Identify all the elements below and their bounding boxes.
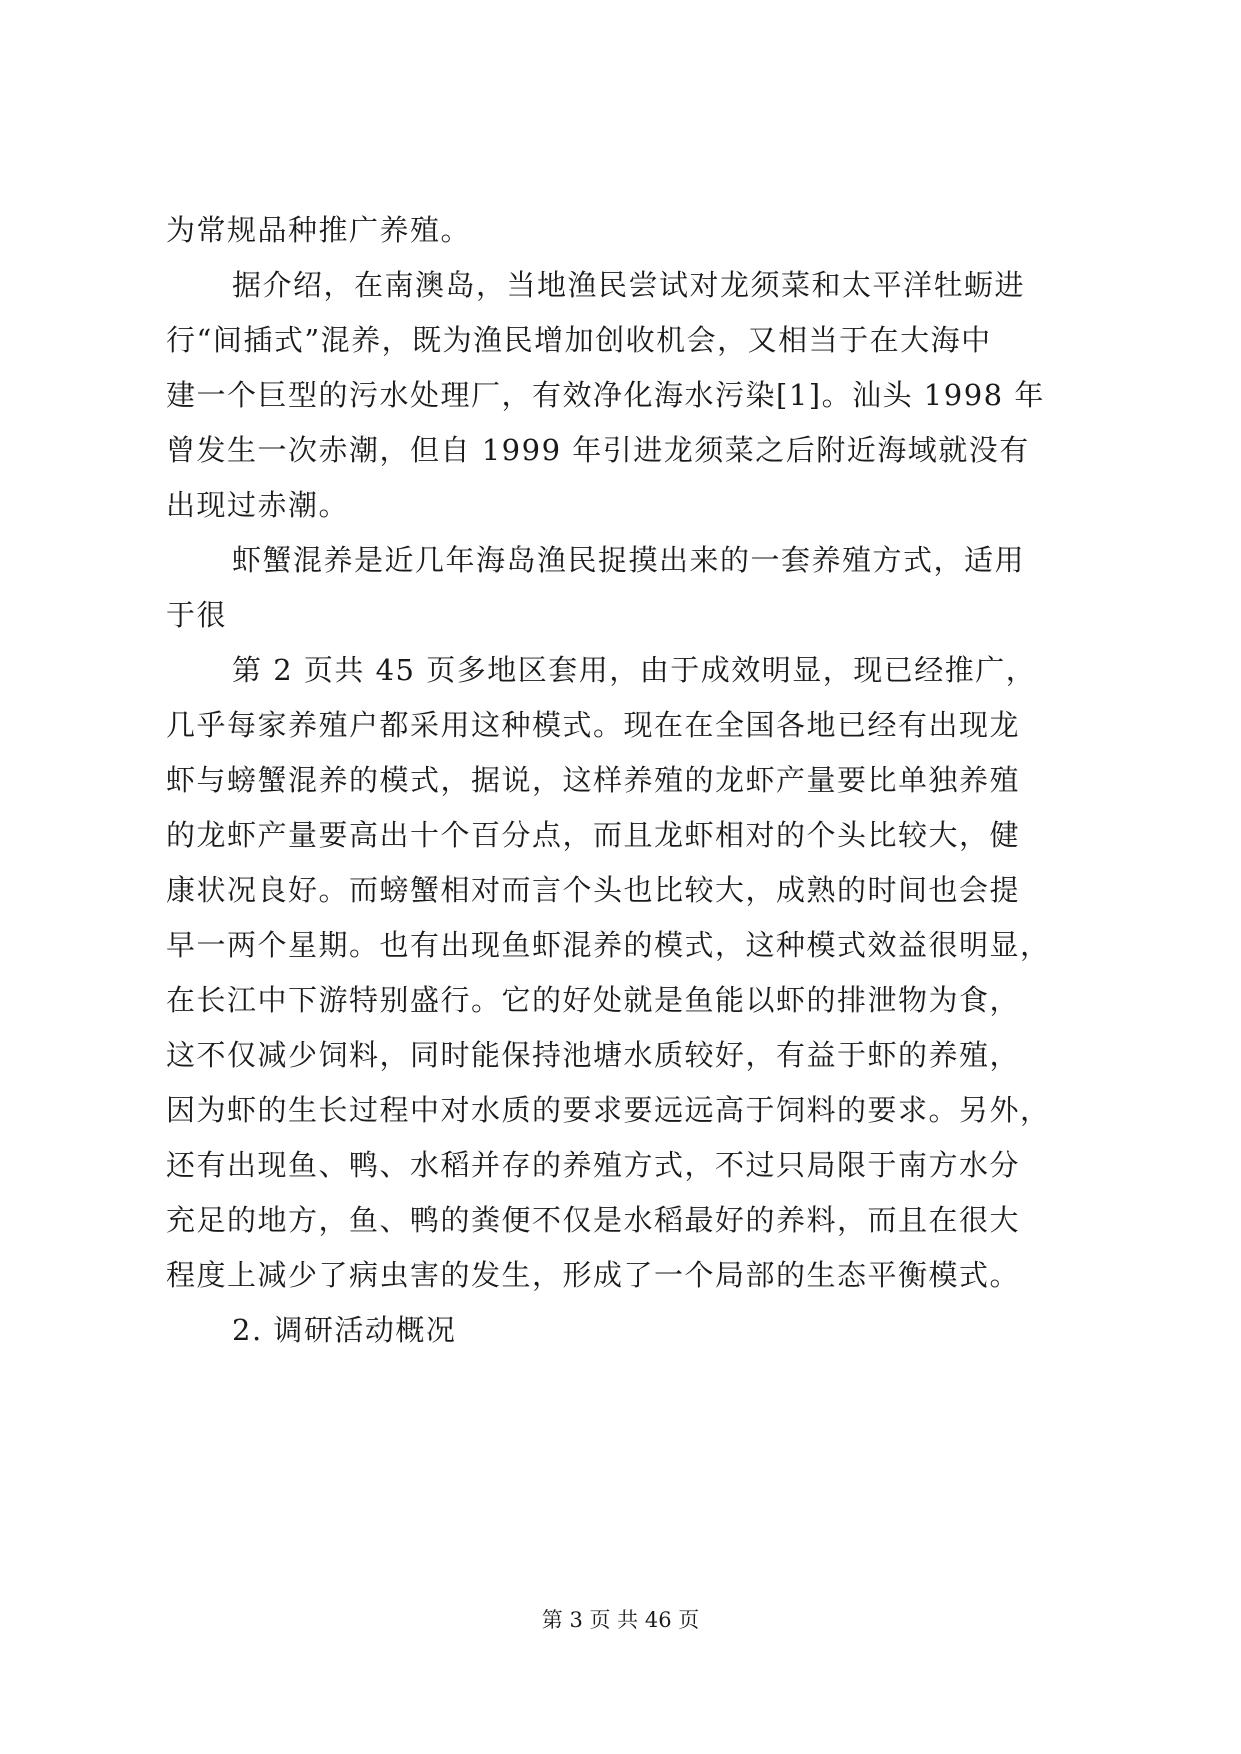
text-line: 程度上减少了病虫害的发生，形成了一个局部的生态平衡模式。 (166, 1258, 1021, 1292)
text-line: 第 2 页共 45 页多地区套用，由于成效明显，现已经推广， (232, 653, 1037, 687)
text-line: 虾蟹混养是近几年海岛渔民捉摸出来的一套养殖方式，适用 (232, 543, 1026, 577)
text-line: 据介绍，在南澳岛，当地渔民尝试对龙须菜和太平洋牡蛎进 (232, 268, 1026, 302)
text-line: 曾发生一次赤潮，但自 1999 年引进龙须菜之后附近海域就没有 (166, 433, 1030, 467)
text-line: 康状况良好。而螃蟹相对而言个头也比较大，成熟的时间也会提 (166, 873, 1021, 907)
text-line: 充足的地方，鱼、鸭的粪便不仅是水稻最好的养料，而且在很大 (166, 1203, 1021, 1237)
text-line: 为常规品种推广养殖。 (166, 213, 472, 247)
text-line: 出现过赤潮。 (166, 488, 350, 522)
text-line: 于很 (166, 598, 228, 632)
text-line: 行“间插式”混养，既为渔民增加创收机会，又相当于在大海中 (166, 323, 992, 357)
text-line: 的龙虾产量要高出十个百分点，而且龙虾相对的个头比较大，健 (166, 818, 1021, 852)
text-line: 建一个巨型的污水处理厂，有效净化海水污染[1]。汕头 1998 年 (166, 378, 1045, 412)
text-line: 还有出现鱼、鸭、水稻并存的养殖方式，不过只局限于南方水分 (166, 1148, 1021, 1182)
text-line: 在长江中下游特别盛行。它的好处就是鱼能以虾的排泄物为食， (166, 983, 1021, 1017)
page-number-footer: 第 3 页 共 46 页 (541, 1608, 700, 1632)
text-line: 虾与螃蟹混养的模式，据说，这样养殖的龙虾产量要比单独养殖 (166, 763, 1021, 797)
text-line: 早一两个星期。也有出现鱼虾混养的模式，这种模式效益很明显， (166, 928, 1051, 962)
text-line: 因为虾的生长过程中对水质的要求要远远高于饲料的要求。另外， (166, 1093, 1051, 1127)
section-heading: 2. 调研活动概况 (232, 1313, 457, 1347)
text-line: 这不仅减少饲料，同时能保持池塘水质较好，有益于虾的养殖， (166, 1038, 1021, 1072)
text-line: 几乎每家养殖户都采用这种模式。现在在全国各地已经有出现龙 (166, 708, 1021, 742)
